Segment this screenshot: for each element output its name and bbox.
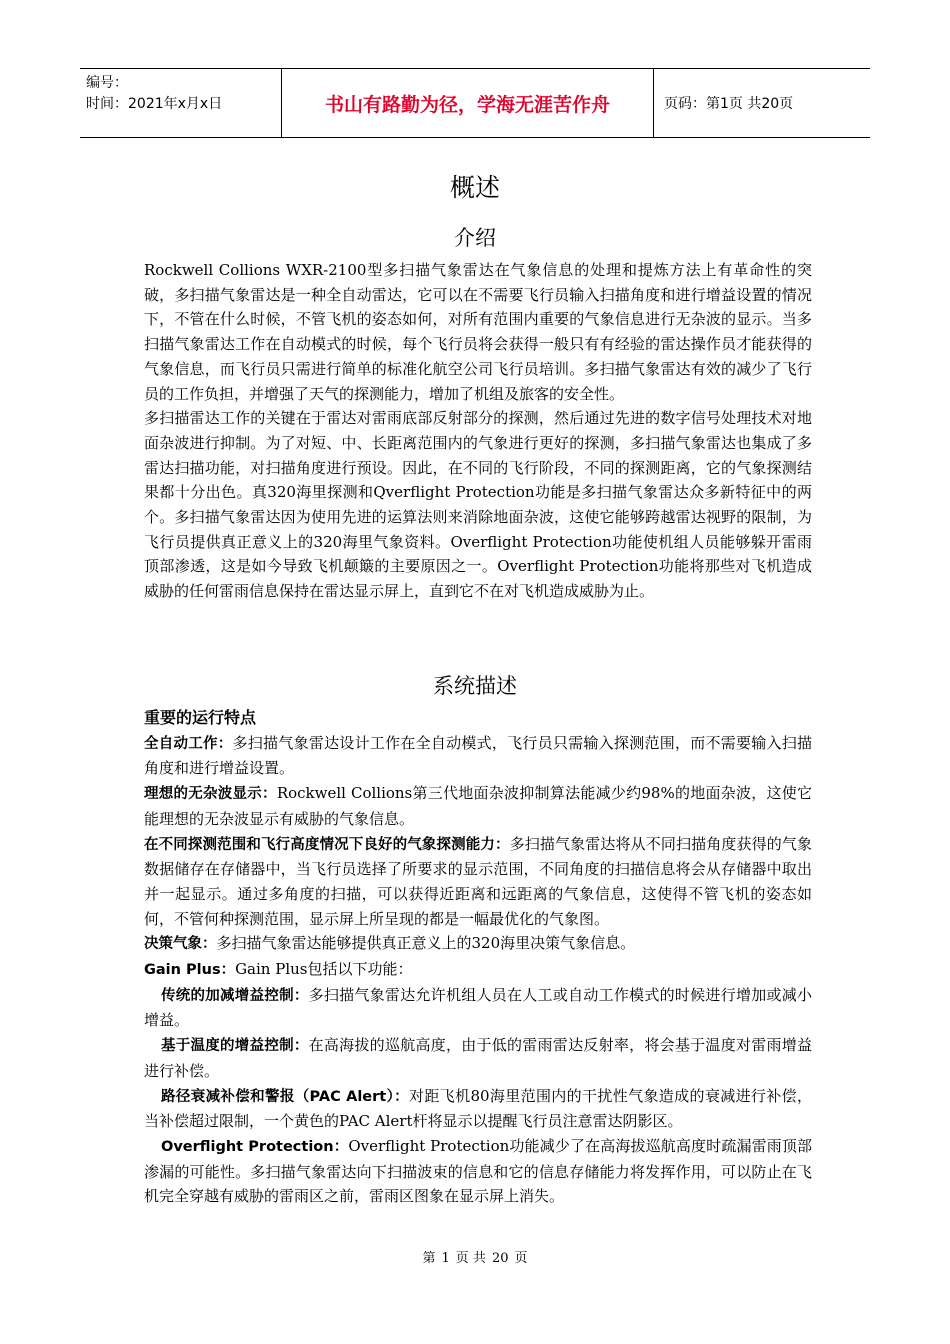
sub-feature-item xyxy=(144,1033,812,1083)
sub-feature-text: Overflight Protection功能减少了在高海拔巡航高度时疏漏雷雨顶部渗漏的可能性。多扫描气象雷达向下扫描波束的信息和它的信息存储能力将发挥作用，可以防止在飞机完全穿越有威胁的雷雨区之前，雷雨区图象在显示屏上消失。 xyxy=(144,1136,812,1206)
document-title: 概述 xyxy=(449,173,500,202)
system-heading: 系统描述 xyxy=(433,674,517,698)
sub-feature-label: 路径衰减补偿和警报（PAC Alert）： xyxy=(161,1088,410,1105)
feature-label: 全自动工作： xyxy=(144,735,233,752)
intro-heading: 介绍 xyxy=(454,226,496,250)
date-label: 时间：2021年x月x日 xyxy=(86,96,223,112)
intro-paragraph: 多扫描雷达工作的关键在于雷达对雷雨底部反射部分的探测，然后通过先进的数字信号处理技术对地面杂波进行抑制。为了对短、中、长距离范围内的气象进行更好的探测，多扫描气象雷达也集成了多雷达扫描功能，对扫描角度进行预设。因此，在不同的飞行阶段，不同的探测距离，它的气象探测结果都十分出色。真320海里探测和Qverflight Protection功能是多扫描气象雷达众多新特征中的两个。多扫描气象雷达因为使用先进的运算法则来消除地面杂波，这使它能够跨越雷达视野的限制，为飞行员提供真正意义上的320海里气象资料。Overflight Protection功能使机组人员能够躲开雷雨顶部渗透，这是如今导致飞机颠簸的主要原因之一。Overflight Protection功能将那些对飞机造成威胁的任何雷雨信息保持在雷达显示屏上，直到它不在对飞机造成威胁为止。 xyxy=(144,409,812,601)
sub-feature-item xyxy=(144,1134,812,1209)
feature-item xyxy=(144,781,812,831)
feature-text: 多扫描气象雷达设计工作在全自动模式，飞行员只需输入探测范围，而不需要输入扫描角度和进行增益设置。 xyxy=(144,733,813,778)
footer-prefix: 第 xyxy=(422,1251,436,1266)
sub-feature-text: 多扫描气象雷达允许机组人员在人工或自动工作模式的时候进行增加或减小增益。 xyxy=(144,985,812,1030)
footer-suffix: 页 xyxy=(514,1251,528,1266)
page-footer xyxy=(0,1247,950,1266)
header-page-info: 页码：第1页 共20页 xyxy=(664,96,794,112)
feature-label: 理想的无杂波显示： xyxy=(144,786,277,803)
header-left-cell xyxy=(80,69,282,137)
sub-feature-item xyxy=(144,983,812,1033)
serial-number-label: 编号： xyxy=(86,75,128,91)
footer-mid: 页 共 xyxy=(455,1251,486,1266)
page-header xyxy=(80,68,870,138)
header-motto: 书山有路勤为径，学海无涯苦作舟 xyxy=(282,69,654,137)
footer-page-number: 1 xyxy=(441,1251,450,1266)
footer-page-total: 20 xyxy=(491,1251,509,1266)
feature-text: Rockwell Collions第三代地面杂波抑制算法能减少约98%的地面杂波，这使它能理想的无杂波显示有威胁的气象信息。 xyxy=(144,784,813,828)
feature-item xyxy=(144,731,812,781)
feature-label: Gain Plus： xyxy=(144,962,236,979)
feature-label: 决策气象： xyxy=(144,936,217,953)
feature-item xyxy=(144,957,812,983)
feature-item xyxy=(144,931,812,957)
sub-feature-label: 基于温度的增益控制： xyxy=(161,1038,309,1055)
sub-feature-label: 传统的加减增益控制： xyxy=(161,987,309,1004)
feature-label: 在不同探测范围和飞行高度情况下良好的气象探测能力： xyxy=(144,836,510,853)
features-subheading: 重要的运行特点 xyxy=(144,708,257,727)
sub-feature-text: 对距飞机80海里范围内的干扰性气象造成的衰减进行补偿，当补偿超过限制，一个黄色的PAC Alert杆将显示以提醒飞行员注意雷达阴影区。 xyxy=(144,1086,812,1131)
feature-text: 多扫描气象雷达将从不同扫描角度获得的气象数据储存在存储器中，当飞行员选择了所要求的显示范围，不同角度的扫描信息将会从存储器中取出并一起显示。通过多角度的扫描，可以获得近距离和远距离的气象信息，这使得不管飞机的姿态如何，不管何种探测范围，显示屏上所呈现的都是一幅最优化的气象图。 xyxy=(144,834,812,928)
intro-paragraph: Rockwell Collions WXR-2100型多扫描气象雷达在气象信息的处理和提炼方法上有革命性的突破，多扫描气象雷达是一种全自动雷达，它可以在不需要飞行员输入扫描角度和进行增益设置的情况下，不管在什么时候，不管飞机的姿态如何，对所有范围内重要的气象信息进行无杂波的显示。当多扫描气象雷达工作在自动模式的时候，每个飞行员将会获得一般只有有经验的雷达操作员才能获得的气象信息，而飞行员只需进行简单的标准化航空公司飞行员培训。多扫描气象雷达有效的减少了飞行员的工作负担，并增强了天气的探测能力，增加了机组及旅客的安全性。 xyxy=(144,261,812,403)
sub-feature-item xyxy=(144,1084,812,1134)
feature-text: 多扫描气象雷达能够提供真正意义上的320海里决策气象信息。 xyxy=(216,934,636,953)
system-section xyxy=(144,706,812,1209)
sub-feature-label: Overflight Protection： xyxy=(161,1138,349,1155)
sub-feature-text: 在高海拔的巡航高度，由于低的雷雨雷达反射率，将会基于温度对雷雨增益进行补偿。 xyxy=(144,1036,812,1080)
feature-text: Gain Plus包括以下功能： xyxy=(235,960,413,979)
feature-item xyxy=(144,832,812,932)
intro-section xyxy=(144,258,812,604)
